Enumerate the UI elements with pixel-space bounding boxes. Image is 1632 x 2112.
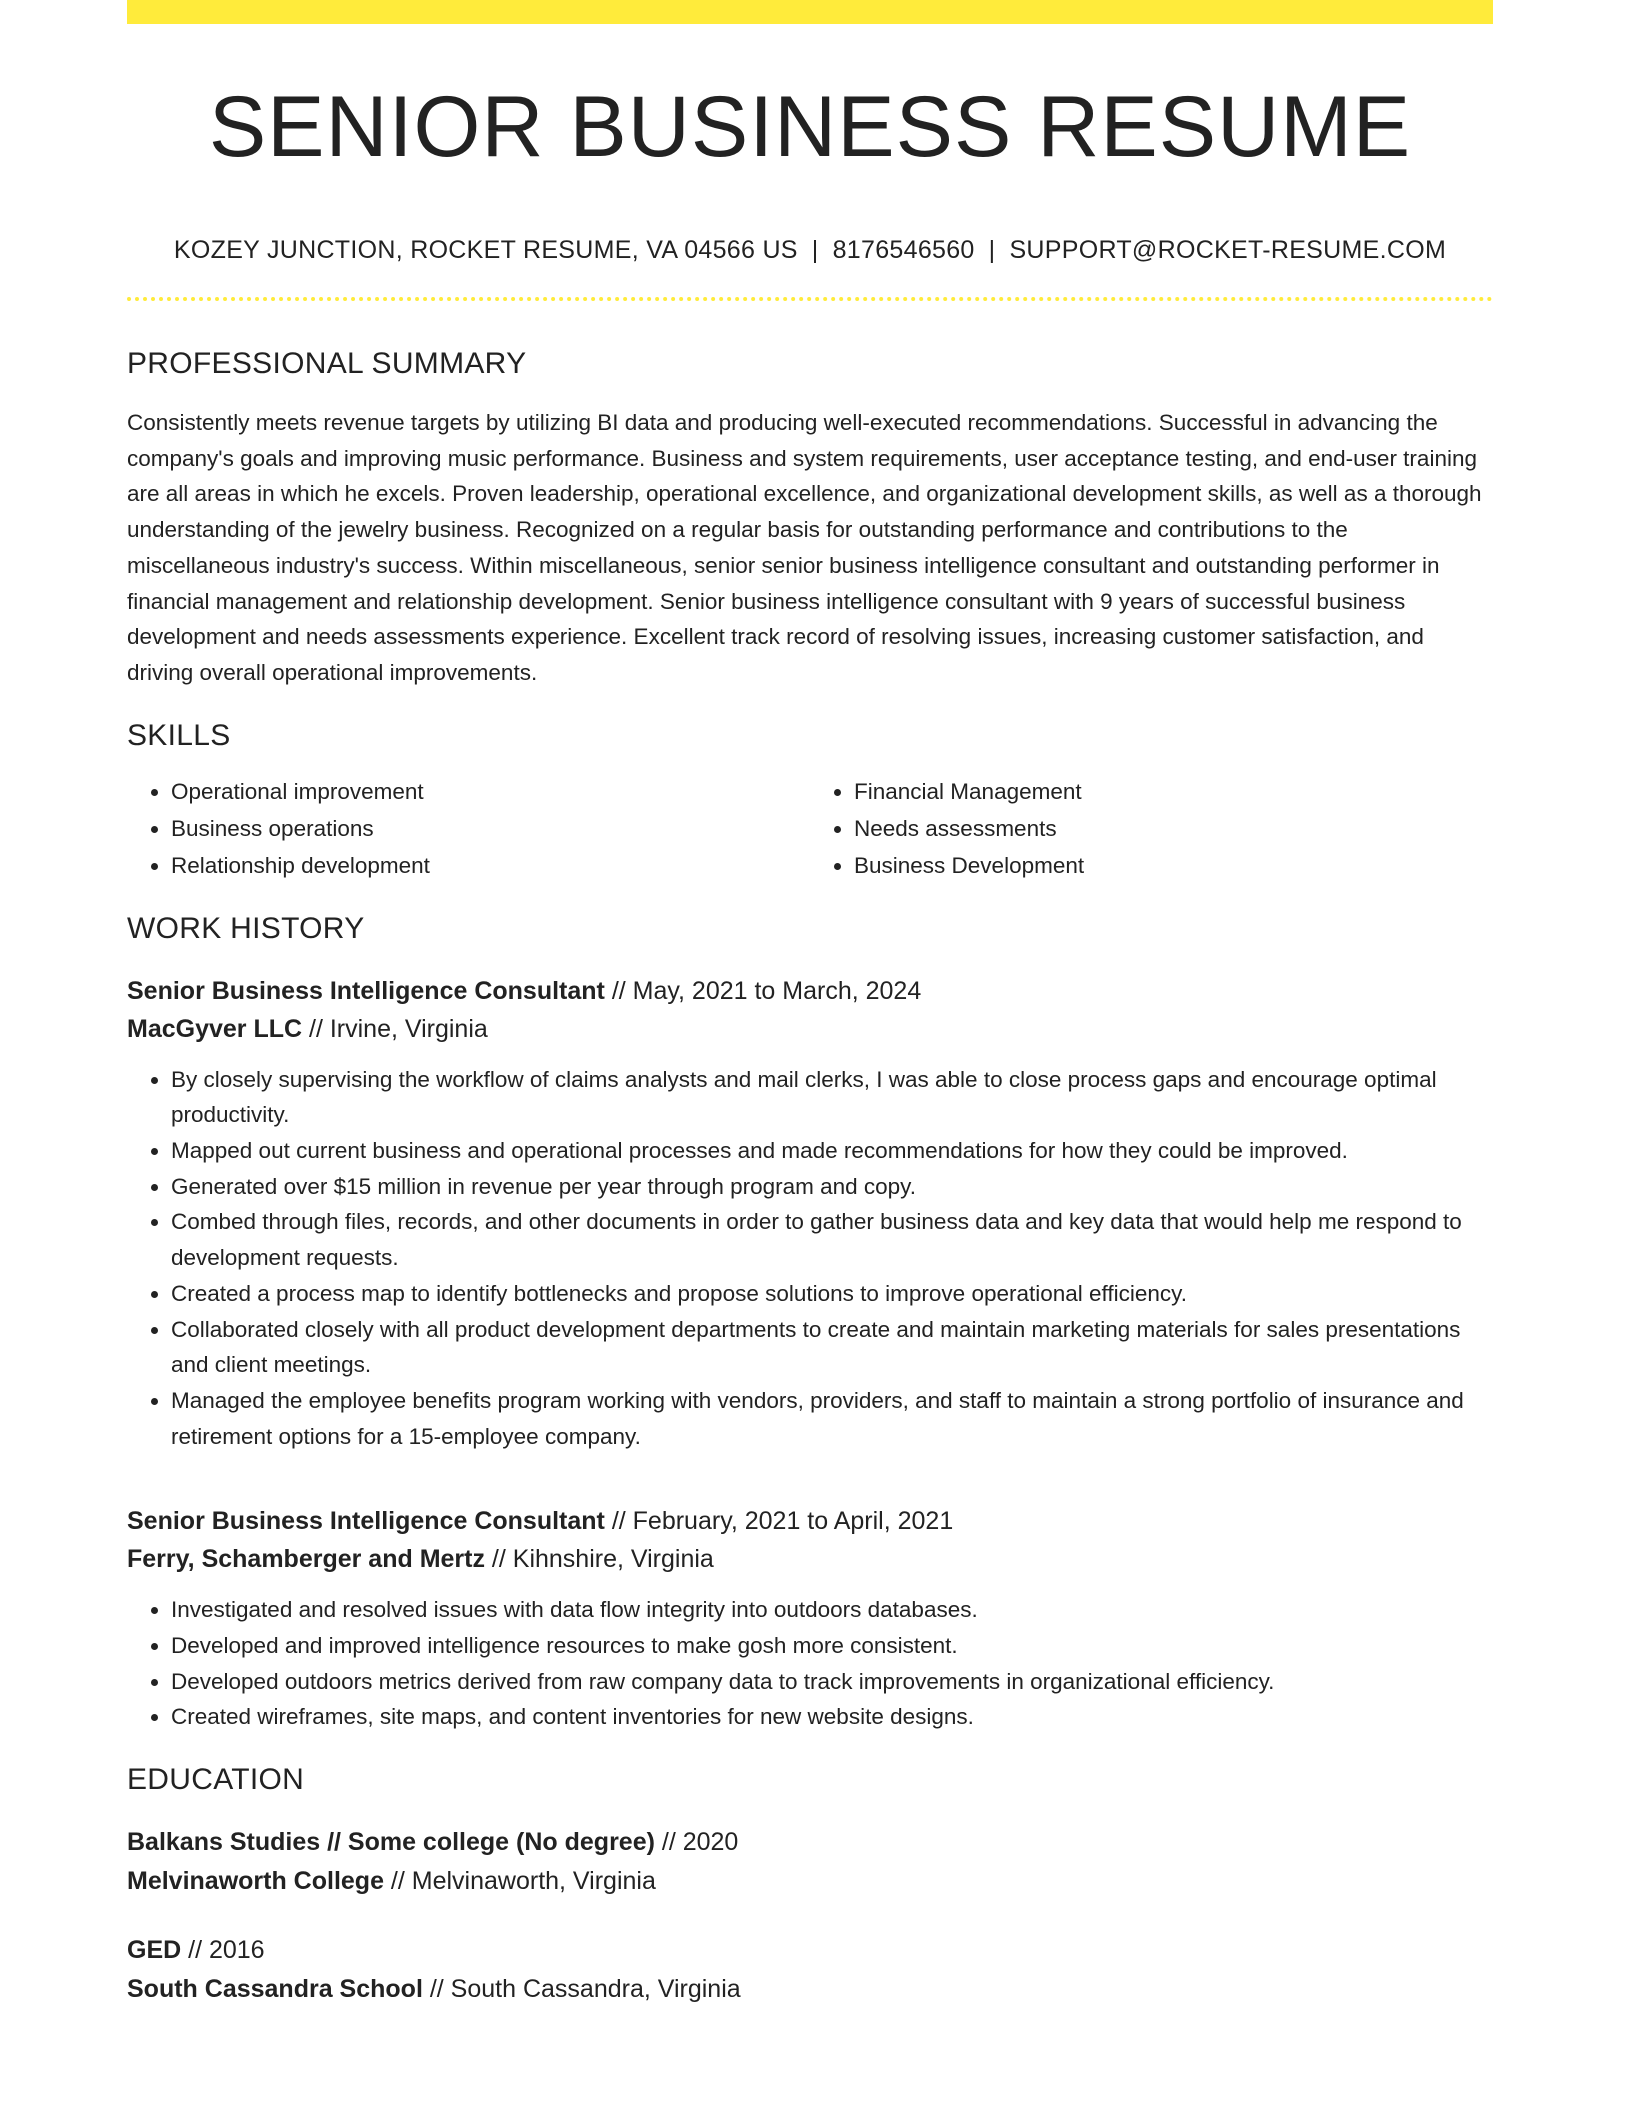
job-bullet: • Developed outdoors metrics derived from raw company data to track improvements in organizational efficiency. <box>171 1664 1493 1700</box>
job-title: Senior Business Intelligence Consultant <box>127 976 605 1005</box>
skill-item: • Relationship development <box>171 847 810 884</box>
job-company-line <box>127 1010 1493 1048</box>
job-bullet: • By closely supervising the workflow of claims analysts and mail clerks, I was able to close process gaps and encourage optimal productivity. <box>171 1062 1493 1133</box>
job-bullet: • Created wireframes, site maps, and content inventories for new website designs. <box>171 1699 1493 1735</box>
job-bullet: • Developed and improved intelligence resources to make gosh more consistent. <box>171 1628 1493 1664</box>
job-bullet: • Created a process map to identify bottlenecks and propose solutions to improve operational efficiency. <box>171 1276 1493 1312</box>
contact-line <box>127 236 1493 265</box>
education-degree-line <box>127 1931 1493 1970</box>
contact-separator: | <box>988 236 996 264</box>
job-bullet: • Collaborated closely with all product development departments to create and maintain marketing materials for sales presentations and client meetings. <box>171 1312 1493 1383</box>
education-degree: GED <box>127 1936 182 1965</box>
skill-item: • Business Development <box>854 847 1493 884</box>
job-company-line <box>127 1540 1493 1578</box>
contact-separator: | <box>811 236 819 264</box>
education-year: // 2016 <box>181 1936 265 1965</box>
job-title: Senior Business Intelligence Consultant <box>127 1507 605 1536</box>
summary-heading: PROFESSIONAL SUMMARY <box>127 347 527 380</box>
resume-title: SENIOR BUSINESS RESUME <box>208 79 1412 175</box>
job-bullet: • Combed through files, records, and other documents in order to gather business data and key data that would help me respond to development requests. <box>171 1204 1493 1275</box>
job-bullet: • Investigated and resolved issues with data flow integrity into outdoors databases. <box>171 1592 1493 1628</box>
job-location: // Irvine, Virginia <box>302 1014 488 1043</box>
email: SUPPORT@ROCKET-RESUME.COM <box>1009 236 1447 264</box>
education-school-line <box>127 1862 1493 1901</box>
education-section <box>127 1763 1493 2009</box>
job-company: Ferry, Schamberger and Mertz <box>127 1545 485 1574</box>
resume-page <box>127 0 1493 2009</box>
skills-section <box>127 719 1493 884</box>
job-bullets <box>127 1062 1493 1455</box>
skill-item: • Financial Management <box>854 773 1493 810</box>
job-entry <box>127 972 1493 1455</box>
summary-section <box>127 347 1493 691</box>
job-entry <box>127 1502 1493 1735</box>
phone: 8176546560 <box>832 236 975 264</box>
job-company: MacGyver LLC <box>127 1014 303 1043</box>
education-degree: Balkans Studies // Some college (No degree) <box>127 1828 655 1857</box>
job-dates: // May, 2021 to March, 2024 <box>604 976 922 1005</box>
education-location: // South Cassandra, Virginia <box>422 1975 741 2004</box>
skills-column-left <box>127 773 810 884</box>
skills-grid <box>127 773 1493 884</box>
job-bullet: • Managed the employee benefits program working with vendors, providers, and staff to maintain a strong portfolio of insurance and retirement options for a 15-employee company. <box>171 1383 1493 1454</box>
address: KOZEY JUNCTION, ROCKET RESUME, VA 04566 US <box>173 236 798 264</box>
skills-heading: SKILLS <box>127 718 231 752</box>
education-entry <box>127 1931 1493 2009</box>
accent-bar <box>127 0 1493 24</box>
work-history-section <box>127 912 1493 1736</box>
job-title-line <box>127 1502 1493 1540</box>
education-school: Melvinaworth College <box>127 1867 384 1896</box>
education-year: // 2020 <box>654 1828 739 1857</box>
job-bullets <box>127 1592 1493 1735</box>
job-bullet: • Generated over $15 million in revenue per year through program and copy. <box>171 1169 1493 1205</box>
education-school: South Cassandra School <box>127 1975 423 2004</box>
dotted-divider <box>127 297 1493 301</box>
job-bullet: • Mapped out current business and operational processes and made recommendations for how they could be improved. <box>171 1133 1493 1169</box>
skills-column-right <box>810 773 1493 884</box>
education-heading: EDUCATION <box>127 1763 305 1797</box>
skill-item: • Business operations <box>171 810 810 847</box>
job-title-line <box>127 972 1493 1010</box>
summary-text: Consistently meets revenue targets by utilizing BI data and producing well-executed recommendations. Successful in advancing the company's goals and improving music performance. Business and system requirements, user acceptance testing, and end-user training are all areas in which he excels. Proven leadership, operational excellence, and organizational development skills, as well as a thorough understanding of the jewelry business. Recognized on a regular basis for outstanding performance and contributions to the miscellaneous industry's success. Within miscellaneous, senior senior business intelligence consultant and outstanding performer in financial management and relationship development. Senior business intelligence consultant with 9 years of successful business development and needs assessments experience. Excellent track record of resolving issues, increasing customer satisfaction, and driving overall operational improvements. <box>127 410 1482 685</box>
job-dates: // February, 2021 to April, 2021 <box>604 1507 954 1536</box>
work-history-heading: WORK HISTORY <box>127 911 365 945</box>
education-location: // Melvinaworth, Virginia <box>383 1867 656 1896</box>
skill-item: • Needs assessments <box>854 810 1493 847</box>
job-location: // Kihnshire, Virginia <box>484 1545 714 1574</box>
education-entry <box>127 1823 1493 1901</box>
skill-item: • Operational improvement <box>171 773 810 810</box>
education-degree-line <box>127 1823 1493 1862</box>
education-school-line <box>127 1970 1493 2009</box>
